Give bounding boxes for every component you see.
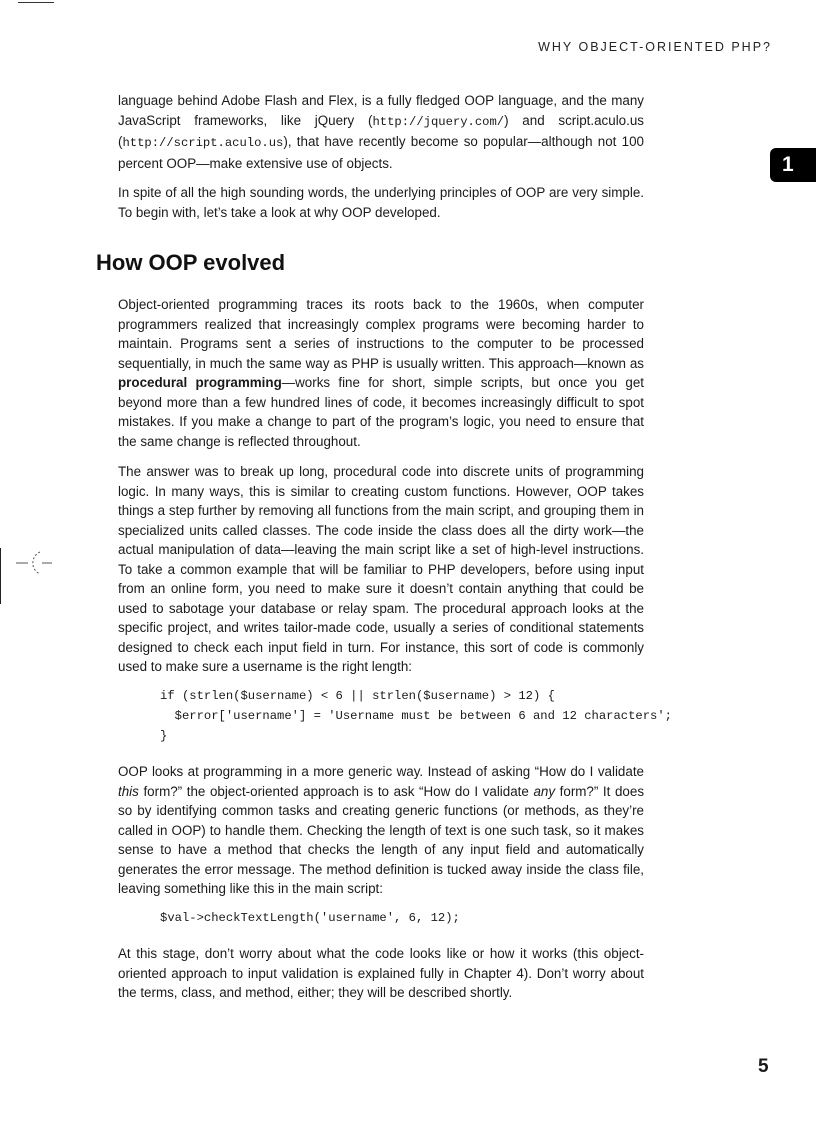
p1-text-a: language behind Adobe Flash and Flex, is a fully fledged OOP language, and the many JavaScript frameworks, like jQuery ( xyxy=(118,93,644,128)
p3-text-a: Object-oriented programming traces its roots back to the 1960s, when computer programmers realized that increasingly complex programs were becoming harder to maintain. Programs sent a series of instructions to the computer to be processed sequentially, in much the same way as PHP is usually written. This approach—known as xyxy=(118,297,644,371)
emphasis-this: this xyxy=(118,783,139,799)
p1-text-c: ) and script.aculo.us ( xyxy=(118,112,644,149)
p5-text-c: form?” the object-oriented approach is to ask “How do I validate xyxy=(138,783,534,799)
p1-text-e: ), that have recently become so popular—although not 100 percent OOP—make extensive use of objects. xyxy=(118,134,644,171)
jquery-url: http://jquery.com/ xyxy=(372,114,505,129)
paragraph-conclusion: At this stage, don’t worry about what the code looks like or how it works (this object-oriented approach to input validation is explained fully in Chapter 4). Don’t worry about the terms, class, and method, either; they will be described shortly. xyxy=(118,946,644,1000)
paragraph-generic xyxy=(118,762,644,899)
page-number: 5 xyxy=(758,1056,769,1077)
p5-text-a: OOP looks at programming in a more generic way. Instead of asking “How do I validate xyxy=(118,764,644,779)
paragraph-answer: The answer was to break up long, procedural code into discrete units of programming logic. In many ways, this is similar to creating custom functions. However, OOP takes things a step further by removing all functions from the main script, and grouping them in specialized units called classes. The code inside the class does all the dirty work—the actual manipulation of data—leaving the main script like a set of high-level instructions. To take a common example that will be familiar to PHP developers, before using input from an online form, you need to make sure it doesn’t contain anything that could be used to sabotage your database or relay spam. The procedural approach looks at the specific project, and writes tailor-made code, usually a series of conditional statements designed to check each input field in turn. For instance, this sort of code is commonly used to make sure a username is the right length: xyxy=(118,464,644,674)
running-head: WHY OBJECT-ORIENTED PHP? xyxy=(538,40,772,54)
emphasis-any: any xyxy=(533,783,556,799)
p5-text-e: form?” It does so by identifying common tasks and creating generic functions (or methods, as they’re called in OOP) to handle them. Checking the length of text is one such task, so it makes sense to have a method that checks the length of any input field and automatically generates the error message. The method definition is tucked away inside the class file, leaving something like this in the main script: xyxy=(118,783,645,896)
scriptaculous-url: http://script.aculo.us xyxy=(122,136,284,150)
chapter-tab: 1 xyxy=(770,148,816,182)
p3-text-c: —works fine for short, simple scripts, but once you get beyond more than a few hundred lines of code, it becomes increasingly difficult to spot mistakes. If you make a change to part of the program’s logic, you need to ensure that the same change is reflected throughout. xyxy=(118,375,644,449)
code-block-procedural: if (strlen($username) < 6 || strlen($username) > 12) { $error['username'] = 'Username must be between 6 and 12 characters'; } xyxy=(160,689,672,743)
code-block-oop: $val->checkTextLength('username', 6, 12); xyxy=(160,911,460,925)
procedural-programming-term: procedural programming xyxy=(118,375,282,390)
paragraph-intro-continued xyxy=(118,91,644,173)
crop-mark-side xyxy=(0,548,1,604)
paragraph-principles: In spite of all the high sounding words, the underlying principles of OOP are very simple. To begin with, let’s take a look at why OOP developed. xyxy=(118,185,644,220)
paragraph-history xyxy=(118,295,644,451)
crop-mark-top xyxy=(18,2,54,3)
registration-mark-icon xyxy=(14,548,54,578)
section-heading: How OOP evolved xyxy=(96,250,286,275)
